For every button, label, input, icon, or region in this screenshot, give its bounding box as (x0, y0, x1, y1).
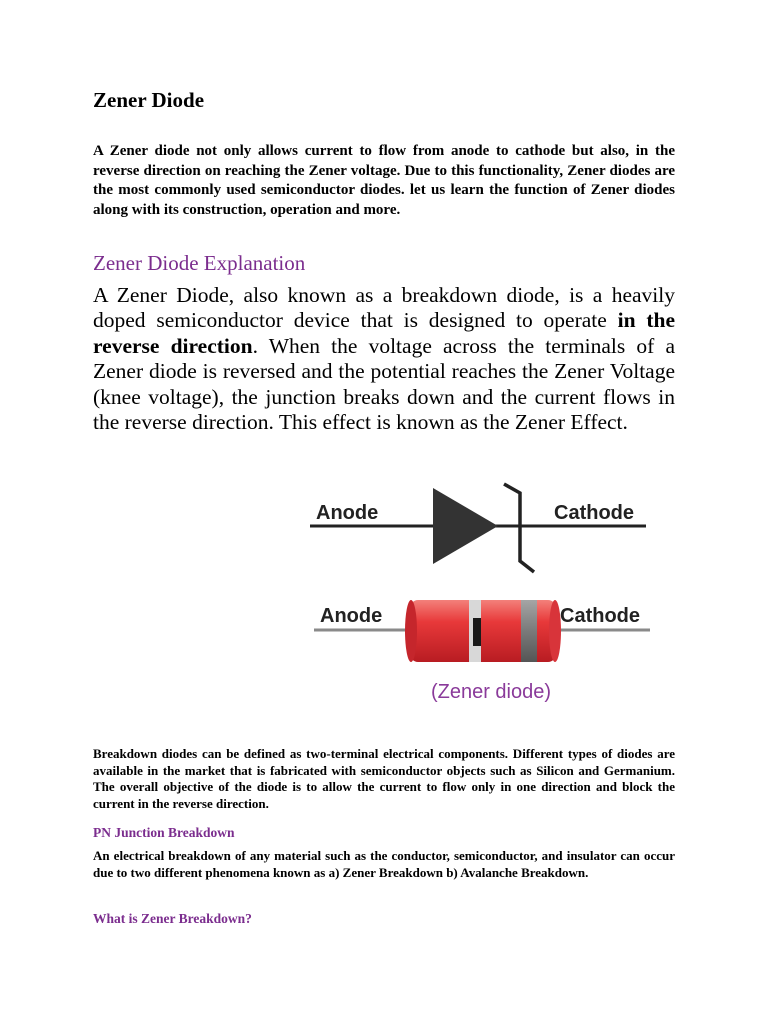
symbol-anode-label: Anode (316, 502, 379, 524)
zener-component (314, 600, 650, 662)
diode-left-cap (405, 600, 417, 662)
component-anode-label: Anode (320, 605, 383, 627)
figure-caption: (Zener diode) (430, 681, 552, 703)
zener-diode-illustration (298, 476, 658, 711)
breakdown-paragraph: Breakdown diodes can be defined as two-terminal electrical components. Different types of diodes are available in the market that is fabricated with semiconductor objects such as Silicon and Germanium. The overall objective of the diode is to allow the current to flow only in one direction and block the current in the reverse direction. (93, 746, 675, 811)
zener-diode-figure (298, 476, 658, 711)
electrical-breakdown-paragraph: An electrical breakdown of any material such as the conductor, semiconductor, and insulator can occur due to two different phenomena known as a) Zener Breakdown b) Avalanche Breakdown. (93, 848, 675, 880)
section-heading: Zener Diode Explanation (93, 251, 306, 275)
symbol-cathode-label: Cathode (554, 502, 634, 524)
explanation-highlight: in the reverse direction (93, 308, 675, 358)
intro-paragraph: A Zener diode not only allows current to flow from anode to cathode but also, in the reverse direction on reaching the Zener voltage. Due to this functionality, Zener diodes are the most commonly used semiconductor diodes. let us learn the function of Zener diodes along with its construction, operation and more. (93, 143, 675, 218)
zener-breakdown-heading: What is Zener Breakdown? (93, 911, 252, 926)
zener-bar-icon (504, 484, 534, 572)
diode-triangle-icon (433, 488, 498, 564)
explanation-text-after: . When the voltage across the terminals of a Zener diode is reversed and the potential reaches the Zener Voltage (knee voltage), the junction breaks down and the current flows in the reverse direction. This effect is known as the Zener Effect. (93, 333, 676, 435)
diode-gray-stripe (521, 600, 537, 662)
diode-black-stripe (473, 618, 481, 646)
explanation-text-before: A Zener Diode, also known as a breakdown diode, is a heavily doped semiconductor device that is designed to operate (93, 283, 675, 333)
pn-junction-heading: PN Junction Breakdown (93, 825, 235, 840)
explanation-paragraph (93, 283, 675, 435)
zener-symbol (310, 484, 646, 572)
page-title: Zener Diode (93, 88, 205, 112)
component-cathode-label: Cathode (560, 605, 640, 627)
